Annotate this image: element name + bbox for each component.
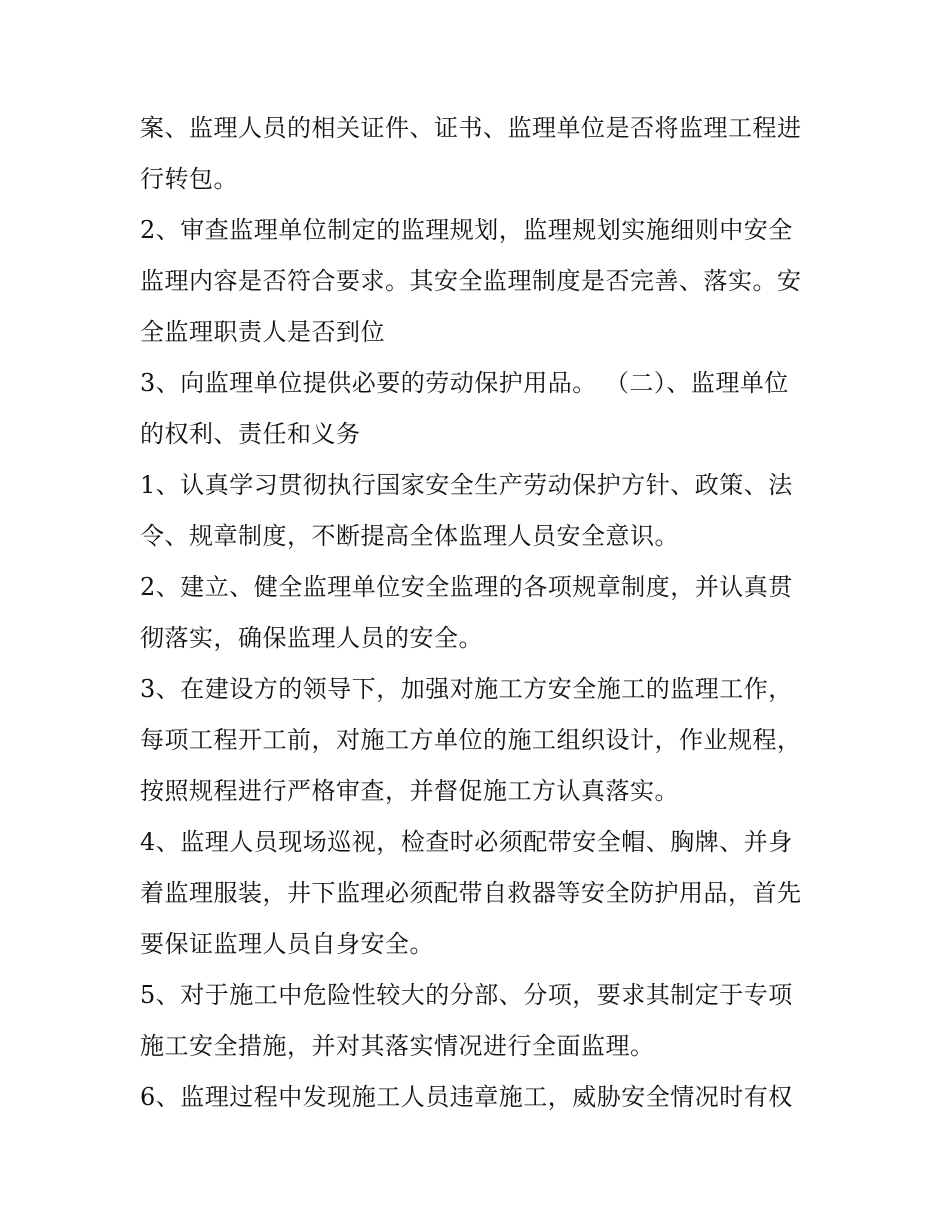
- text-line: 着监理服装，井下监理必须配带自救器等安全防护用品，首先: [140, 879, 802, 907]
- text-line: 1、认真学习贯彻执行国家安全生产劳动保护方针、政策、法: [140, 471, 793, 499]
- text-line: 案、监理人员的相关证件、证书、监理单位是否将监理工程进: [140, 114, 802, 142]
- text-line: 2、建立、健全监理单位安全监理的各项规章制度，并认真贯: [140, 573, 793, 601]
- text-line: 3、在建设方的领导下，加强对施工方安全施工的监理工作，: [140, 675, 793, 703]
- text-line: 全监理职责人是否到位: [140, 318, 385, 346]
- text-line: 3、向监理单位提供必要的劳动保护用品。 （二）、监理单位: [140, 369, 789, 397]
- text-line: 彻落实，确保监理人员的安全。: [140, 624, 483, 652]
- text-line: 监理内容是否符合要求。其安全监理制度是否完善、落实。安: [140, 267, 802, 295]
- text-line: 令、规章制度，不断提高全体监理人员安全意识。: [140, 522, 679, 550]
- text-line: 2、审查监理单位制定的监理规划，监理规划实施细则中安全: [140, 216, 793, 244]
- text-line: 要保证监理人员自身安全。: [140, 930, 434, 958]
- text-line: 施工安全措施，并对其落实情况进行全面监理。: [140, 1032, 655, 1060]
- text-line: 按照规程进行严格审查，并督促施工方认真落实。: [140, 777, 679, 805]
- text-line: 每项工程开工前，对施工方单位的施工组织设计，作业规程，: [140, 726, 802, 754]
- text-line: 5、对于施工中危险性较大的分部、分项，要求其制定于专项: [140, 981, 793, 1009]
- text-line: 6、监理过程中发现施工人员违章施工，威胁安全情况时有权: [140, 1083, 793, 1111]
- text-line: 4、监理人员现场巡视，检查时必须配带安全帽、胸牌、并身: [140, 828, 793, 856]
- text-line: 行转包。: [140, 165, 238, 193]
- text-line: 的权利、责任和义务: [140, 420, 361, 448]
